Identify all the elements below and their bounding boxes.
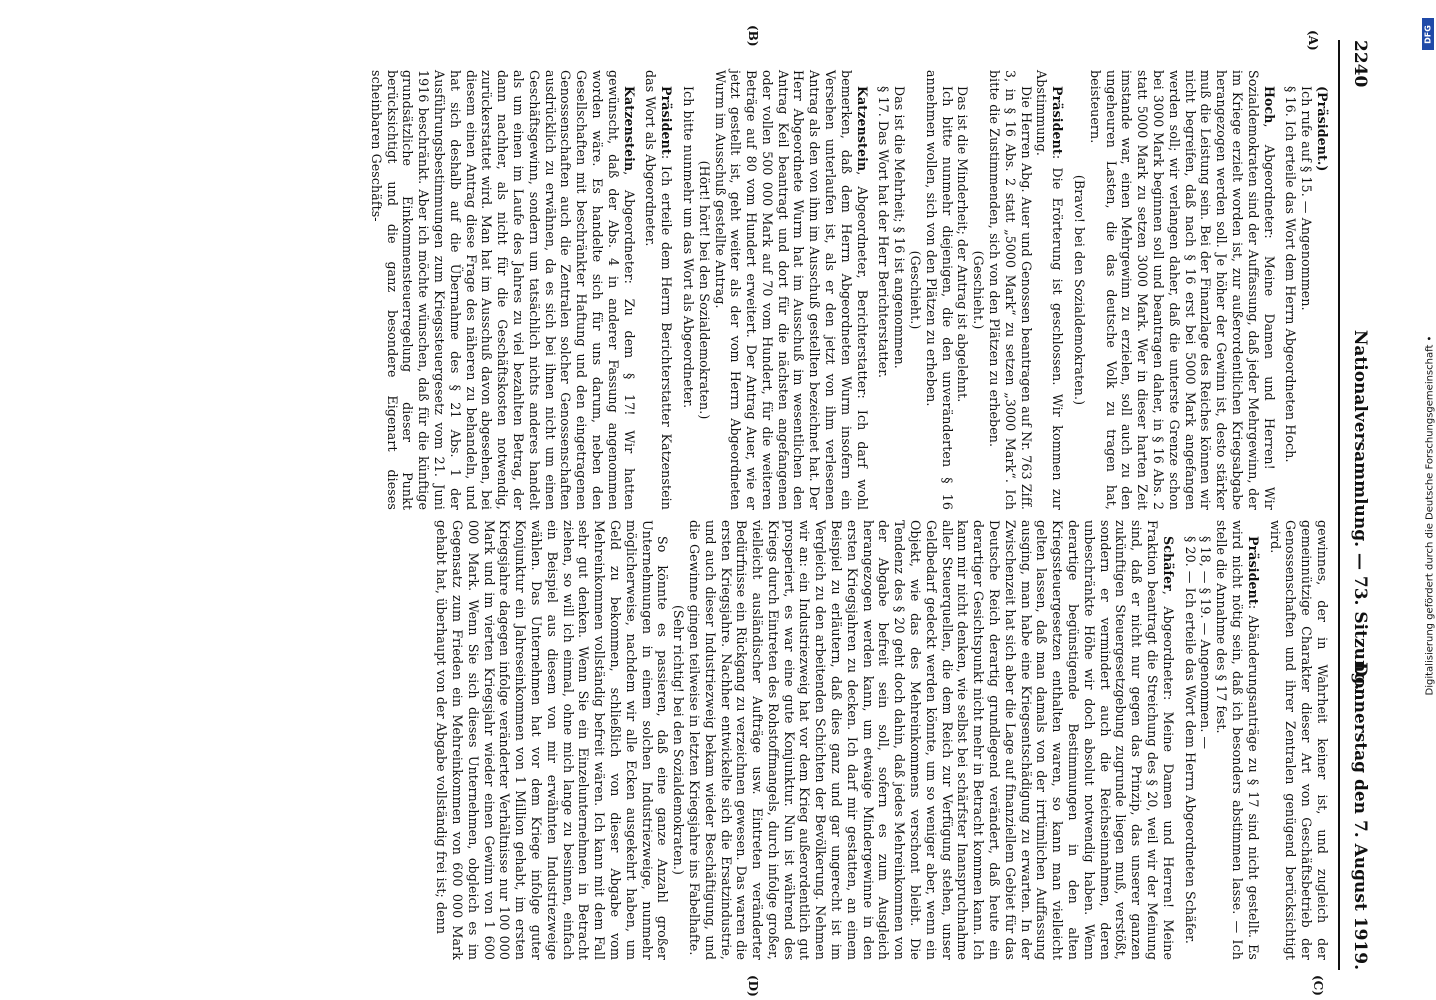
speaker-name: Katzenstein <box>854 86 870 172</box>
paragraph <box>876 70 892 510</box>
speaker-name: Präsident <box>659 86 675 155</box>
paragraph <box>970 70 986 510</box>
digitization-credit: Digitalisierung gefördert durch die Deutsche Forschungsgemeinschaft • <box>1424 335 1436 696</box>
speaker-name: Schäfer <box>1160 536 1176 591</box>
paragraph-text: (Geschieht.) <box>971 250 987 330</box>
paragraph-text: § 16. Ich erteile das Wort dem Herrn Abgeordneten Hoch. <box>1283 86 1299 463</box>
paragraph-text: , Abgeordneter: Meine Damen und Herren! Wir Sozialdemokraten sind der Auffassung, daß jeder Mehrgewinn, der im Kriege erzielt worden ist, zur außerordentlichen Kriegsabgabe herangezogen werden soll. Je höher der Gewinn ist, desto stärker muß die Leistung sein. Bei der Finanzlage des Reiches können wir nicht begreifen, daß nach § 16 erst bei 5000 Mark angefangen werden soll; wir verlangen daher, daß die unterste Grenze schon bei 3000 Mark beginnen soll und beantragen daher, in § 16 Abs. 2 statt 5000 Mark zu setzen 3000 Mark. Wer in dieser harten Zeit imstande war, einen Mehrgewinn zu erzielen, soll auch zu den ungeheuren Lasten, die das deutsche Volk zu tragen hat, beisteuern. <box>1087 70 1277 510</box>
paragraph <box>1071 70 1087 510</box>
paragraph <box>670 520 686 960</box>
paragraph-text: , Abgeordneter, Berichterstatter: Ich darf wohl bemerken, daß dem Herrn Abgeordneten Wurm insofern ein Versehen unterlaufen ist, als er den jetzt von ihm verlesenen Antrag als den von ihm im Ausschuß gestellten bezeichnet hat. Der Herr Abgeordnete Wurm hat im Ausschuß im wesentlichen den Antrag Keil beantragt und dort für die nächsten angefangenen oder vollen 500 000 Mark auf 70 vom Hundert, für die weiteren Beträge auf 80 vom Hundert erweitert. Der Antrag Auer, wie er jetzt gestellt ist, geht weiter als der vom Herrn Abgeordneten Wurm im Ausschuß gestellte Antrag. <box>712 70 870 510</box>
margin-marker-c: (C) <box>1311 975 1325 996</box>
text-column-right <box>10 520 1330 960</box>
paragraph <box>986 70 1033 510</box>
digitization-sidebar <box>1420 10 1436 990</box>
paragraph <box>1298 70 1314 510</box>
page-number: 2240 <box>1350 40 1370 88</box>
header-rule <box>1338 40 1340 970</box>
speaker-name: Hoch <box>1261 86 1277 124</box>
dfg-logo: DFG <box>1422 18 1434 50</box>
paragraph <box>643 70 675 510</box>
margin-marker-b: (B) <box>746 25 760 47</box>
paragraph <box>368 70 637 510</box>
paragraph-text: Das ist die Minderheit; der Antrag ist abgelehnt. <box>955 86 971 403</box>
paragraph-text: § 18, — § 19. — Angenommen. — <box>1198 536 1214 750</box>
speaker-name: (Präsident.) <box>1315 86 1330 172</box>
paragraph-text: (Bravo! bei den Sozialdemokraten.) <box>1072 174 1088 406</box>
paragraph-text: Ich bitte nunmehr um das Wort als Abgeordneter. <box>680 86 696 409</box>
paragraph-text: : Die Erörterung ist geschlossen. Wir kommen zur Abstimmung. <box>1034 70 1066 510</box>
paragraph-text: , Abgeordneter: Meine Damen und Herren! Meine Fraktion beantragt die Streichung des § 20, weil wir der Meinung sind, daß er nicht nur gegen das Prinzip, das unserer ganzen zukünftigen Steuergesetzgebung zugrunde liegen muß, verstößt, sondern er vermindert auch die Reichseinnahmen, deren unbeschränkte Höhe wir doch absolut notwendig haben. Wenn derartige begünstigende Bestimmungen in den alten Kriegssteuergesetzen enthalten waren, so kann man vielleicht gelten lassen, daß man damals von der irrtümlichen Auffassung ausging, man habe eine Kriegsentschädigung zu erwarten. In der Zwischenzeit hat sich aber die Lage auf finanziellem Gebiet für das Deutsche Reich derartig grundlegend verändert, daß heute ein derartiger Gesichtspunkt nicht mehr in Betracht kommen kann. Ich kann mir nicht denken, wie selbst bei schärfster Inanspruchnahme aller Steuerquellen, die dem Reich zur Verfügung stehen, unser Geldbedarf gedeckt werden könnte, um so weniger aber, wenn ein Objekt, wie das des Mehreinkommens verschont bleibt. Die Tendenz des § 20 geht doch dahin, daß jedes Mehreinkommen von der Abgabe befreit sein soll, sofern es zum Ausgleich herangezogen werden kann, um etwaige Mindergewinne in den ersten Kriegsjahren zu decken. Ich darf mir gestatten, an einem Beispiel zu erläutern, daß dies ganz und gar ungerecht ist im Vergleich zu den arbeitenden Schichten der Bevölkerung. Nehmen wir an: ein Industriezweig hat vor dem Krieg außerordentlich gut prosperiert, es war eine gute Konjunktur. Nun ist während des Kriegs durch Eintreten des Rohstoffmangels, durch infolge großer, vielleicht ausländischer Aufträge usw. Eintreten veränderter Bedürfnisse ein Rückgang zu verzeichnen gewesen. Das waren die ersten Kriegsjahre. Nachher entwickelte sich die Ersatzindustrie, und auch dieser Industriezweig bekam wieder Beschäftigung, und die Gewinne gingen teilweise in letzten Kriegsjahre ins Fabelhafte. <box>686 520 1176 960</box>
paragraph <box>1267 520 1330 960</box>
paragraph-text: § 17. Das Wort hat der Herr Berichterstatter. <box>876 86 892 379</box>
paragraph <box>1182 520 1198 960</box>
speaker-name: Präsident <box>1050 86 1066 155</box>
paragraph <box>1087 70 1277 510</box>
paragraph-text: So könnte es passieren, daß eine ganze Anzahl großer Unternehmungen in einem solchen Industriezweige, nunmehr möglicherweise, nachdem wir alle Ecken ausgekehrt haben, um Geld zu bekommen, schließlich von dieser Abgabe vom Mehreinkommen vollständig befreit wären. Ich kann mit dem Fall sehr gut denken. Wenn Sie ein Einzelunternehmen in Betracht ziehen, so will ich einmal, ohne mich lange zu besinnen, einfach ein Beispiel aus diesem von mir erwähnten Industriezweige wählen. Das Unternehmen hat vor dem Kriege infolge guter Konjunktur ein Jahreseinkommen von 1 Million gehabt, im ersten Kriegsjahre dagegen infolge veränderter Verhältnisse nur 100 000 Mark und im vierten Kriegsjahr wieder einen Gewinn von 1 600 000 Mark. Wenn Sie sich dieses Unternehmen, obgleich es im Gegensatz zum Frieden ein Mehreinkommen von 600 000 Mark gehabt hat, überhaupt von der Abgabe vollständig frei ist; denn <box>434 520 671 960</box>
paragraph-text: (Sehr richtig! bei den Sozialdemokraten.) <box>671 605 687 875</box>
paragraph <box>923 70 955 510</box>
paragraph-text: § 20. — Ich erteile das Wort dem Herrn Abgeordneten Schäfer. <box>1182 536 1198 944</box>
paragraph <box>1213 520 1260 960</box>
paragraph <box>696 70 712 510</box>
paragraph-text: (Hört! hört! bei den Sozialdemokraten.) <box>696 160 712 420</box>
margin-marker-d: (D) <box>746 975 760 997</box>
paragraph-text: : Ich erteile dem Herrn Berichterstatter Katzenstein das Wort als Abgeordneter. <box>643 70 675 510</box>
speaker-name: Katzenstein <box>621 86 637 172</box>
paragraph-text: (Geschieht.) <box>908 250 924 330</box>
paragraph-text: Das ist die Mehrheit; § 16 ist angenommen. <box>892 86 908 369</box>
paragraph <box>891 70 907 510</box>
paragraph <box>686 520 1176 960</box>
paragraph-text: Ich rufe auf § 15. — Angenommen. <box>1299 86 1315 311</box>
paragraph <box>1034 70 1066 510</box>
paragraph-text: : Abänderungsanträge zu § 17 sind nicht gestellt. Es wird nicht nötig sein, daß ich besonders abstimmen lasse. — Ich stelle die Annahme des § 17 fest. <box>1214 520 1261 960</box>
session-date: Donnerstag den 7. August 1919. <box>1350 662 1370 970</box>
margin-marker-a: (A) <box>1306 30 1320 51</box>
paragraph-text: , Abgeordneter: Zu dem § 17! Wir hatten gewünscht, daß der Abs. 4 in anderer Fassung angenommen worden wäre. Es handelte sich für uns darum, neben den Gesellschaften mit beschränkter Haftung und den eingetragenen Genossenschaften auch die Zentralen solcher Genossenschaften ausdrücklich zu erwähnen, da es sich bei ihnen nicht um einen Geschäftsgewinn, sondern um tatsächlich nichts anderes handelt als um einen im Laufe des Jahres zu viel bezahlten Betrag, der dann nachher, als nicht für die Geschäftskosten notwendig, zurückerstattet wird. Man hat im Ausschuß davon abgesehen, bei diesem einen Antrag diese Frage des näheren zu behandeln, und hat sich deshalb auf die Übernahme des § 21 Abs. 1 der Ausführungsbestimmungen zum Kriegssteuergesetz vom 21. Juni 1916 beschränkt. Aber ich möchte wünschen, daß für die künftige grundsätzliche Einkommensteuerregelung dieser Punkt berücksichtigt und die ganz besondere Eigenart dieses scheinbaren Geschäfts- <box>368 70 637 510</box>
page-header <box>1338 40 1382 980</box>
paragraph-text: Die Herren Abg. Auer und Genossen beantragen auf Nr. 763 Ziff. 3, in § 16 Abs. 2 statt „5000 Mark“ zu setzen „3000 Mark“. Ich bitte die Zustimmenden, sich von den Plätzen zu erheben. <box>987 70 1034 510</box>
speaker-name: Präsident <box>1245 536 1261 605</box>
paragraph <box>907 70 923 510</box>
paragraph <box>1283 70 1299 510</box>
session-title: Nationalversammlung. — 73. Sitzung. <box>1350 329 1370 691</box>
text-column-left <box>10 70 1330 510</box>
paragraph-text: Ich bitte nunmehr diejenigen, die den unveränderten § 16 annehmen wollen, sich von den Plätzen zu erheben. <box>923 70 955 510</box>
paragraph <box>712 70 870 510</box>
paragraph <box>955 70 971 510</box>
paragraph <box>1314 70 1330 510</box>
paragraph <box>1198 520 1214 960</box>
paragraph <box>433 520 670 960</box>
paragraph <box>680 70 696 510</box>
paragraph-text: gewinnes, der in Wahrheit keiner ist, und zugleich der gemeinnützige Charakter dieser Art von Geschäftsbetrieb der Genossenschaften und ihrer Zentralen genügend berücksichtigt wird. <box>1267 520 1330 960</box>
